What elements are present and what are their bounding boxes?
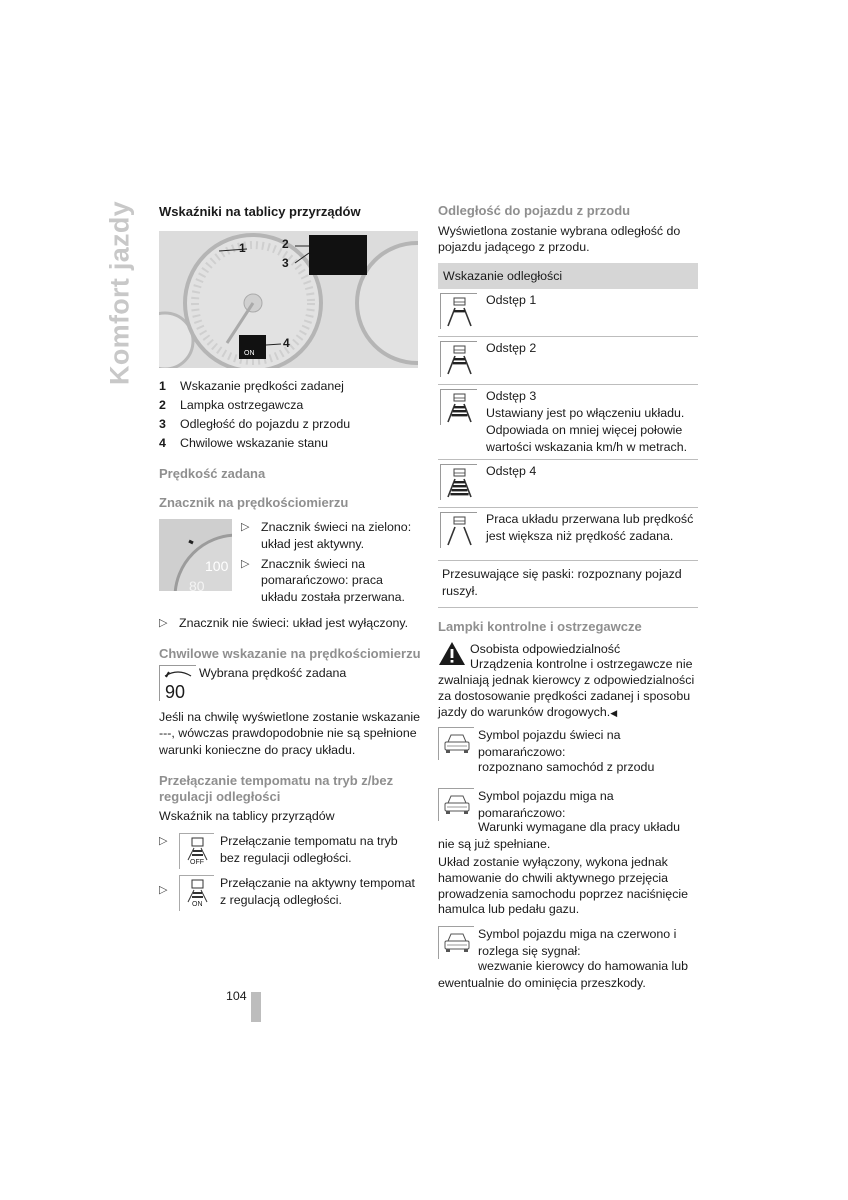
legend-item: 2 Lampka ostrzegawcza	[159, 397, 304, 412]
callout-1: 1	[239, 240, 246, 255]
lamp-flashing-orange-note: Układ zostanie wyłączony, wykona jednak hamowanie do chwili aktywnego przejęcia prowadzenia samochodu poprzez naciśnięcie hamulca lub pedału gazu.	[438, 855, 689, 917]
selected-speed-row: 90 Wybrana prędkość zadana	[159, 665, 421, 701]
lamp-flashing-orange-row: Symbol pojazdu miga na pomarańczowo:	[438, 788, 698, 822]
lamp-steady-orange-row: Symbol pojazdu świeci na pomarańczowo:	[438, 727, 698, 761]
callout-4: 4	[283, 335, 290, 350]
heading-distance: Odległość do pojazdu z przodu	[438, 203, 631, 218]
list-item: ▷ Znacznik świeci na pomarańczowo: praca układu została przerwana.	[241, 556, 405, 605]
callout-legend	[159, 377, 421, 453]
legend-item: 3 Odległość do pojazdu z przodu	[159, 416, 351, 431]
cruise-off-icon: OFF	[179, 833, 214, 869]
car-symbol-icon	[438, 727, 474, 760]
cruise-on-icon: ON	[179, 875, 214, 911]
lamp-steady-orange-desc: rozpoznano samochód z przodu	[478, 759, 655, 774]
distance-interrupted-icon	[440, 512, 477, 548]
lamp-flashing-red-desc: wezwanie kierowcy do hamowania lub ewentualnie do ominięcia przeszkody.	[438, 958, 689, 990]
table-row: Odstęp 4	[438, 460, 698, 508]
warning-text: Urządzenia kontrolne i ostrzegawcze nie zwalniają jednak kierowcy z odpowiedzialności za dostosowanie prędkości zadanej i sposobu jazdy do warunków drogowych.◀	[438, 656, 695, 719]
chapter-side-title-text: Komfort jazdy	[104, 200, 135, 385]
page-number: 104	[226, 989, 247, 1003]
lamp-flashing-red-row: Symbol pojazdu miga na czerwono i rozlega się sygnał:	[438, 926, 698, 960]
switch-intro: Wskaźnik na tablicy przyrządów	[159, 809, 335, 824]
distance-table-header: Wskazanie odległości	[438, 263, 698, 289]
marker-bullet-list	[241, 519, 421, 609]
table-row: Odstęp 1	[438, 289, 698, 337]
dash-on-label: ON	[244, 349, 255, 357]
warning-row: Osobista odpowiedzialność	[438, 641, 698, 666]
chapter-side-title	[102, 200, 138, 385]
distance-2-icon	[440, 341, 477, 377]
car-symbol-icon	[438, 788, 474, 821]
speedometer-photo: 100 80	[159, 519, 232, 591]
temp-paragraph: Jeśli na chwilę wyświetlone zostanie wskazanie ---, wówczas prawdopodobnie nie są spełnione warunki konieczne do pracy układu.	[159, 709, 421, 758]
list-item: ▷ Znacznik świeci na zielono: układ jest aktywny.	[241, 519, 412, 551]
list-item: ▷ OFF Przełączanie tempomatu na tryb bez regulacji odległości.	[159, 833, 421, 869]
left-column	[159, 200, 421, 911]
heading-set-speed: Prędkość zadana	[159, 465, 266, 481]
distance-4-icon	[440, 464, 477, 500]
heading-lamps: Lampki kontrolne i ostrzegawcze	[438, 619, 642, 635]
heading-switch-mode: Przełączanie tempomatu na tryb z/bez regulacji odległości	[159, 773, 394, 804]
speedo-marker-block	[159, 519, 421, 609]
right-column	[438, 200, 698, 992]
list-item: ▷ ON Przełączanie na aktywny tempomat z regulacją odległości.	[159, 875, 421, 911]
heading-speedo-marker: Znacznik na prędkościomierzu	[159, 495, 349, 511]
set-speed-90-icon: 90	[159, 665, 196, 701]
page-marker-bar	[251, 992, 261, 1022]
section-heading-instrument-panel: Wskaźniki na tablicy przyrządów	[159, 204, 361, 219]
distance-3-icon	[440, 389, 477, 425]
heading-temp-indication: Chwilowe wskazanie na prędkościomierzu	[159, 646, 421, 662]
instrument-panel-illustration	[159, 231, 418, 368]
table-row: Odstęp 3 Ustawiany jest po włączeniu układu. Odpowiada on mniej więcej połowie wartości wskazania km/h w metrach.	[438, 385, 698, 460]
list-item: ▷ Znacznik nie świeci: układ jest wyłączony.	[159, 616, 409, 631]
legend-item: 1 Wskazanie prędkości zadanej	[159, 378, 344, 393]
lamp-flashing-orange-desc: Warunki wymagane dla pracy układu nie są już spełniane.	[438, 820, 681, 852]
warning-triangle-icon	[438, 641, 466, 666]
car-symbol-icon	[438, 926, 474, 959]
table-row: Praca układu przerwana lub prędkość jest większa niż prędkość zadana.	[438, 508, 698, 561]
table-row: Przesuwające się paski: rozpoznany pojazd ruszył.	[438, 561, 698, 608]
table-row: Odstęp 2	[438, 337, 698, 385]
distance-intro: Wyświetlona zostanie wybrana odległość do pojazdu jadącego z przodu.	[438, 223, 681, 255]
callout-3: 3	[282, 255, 289, 270]
distance-1-icon	[440, 293, 477, 329]
legend-item: 4 Chwilowe wskazanie stanu	[159, 435, 329, 450]
callout-2: 2	[282, 236, 289, 251]
